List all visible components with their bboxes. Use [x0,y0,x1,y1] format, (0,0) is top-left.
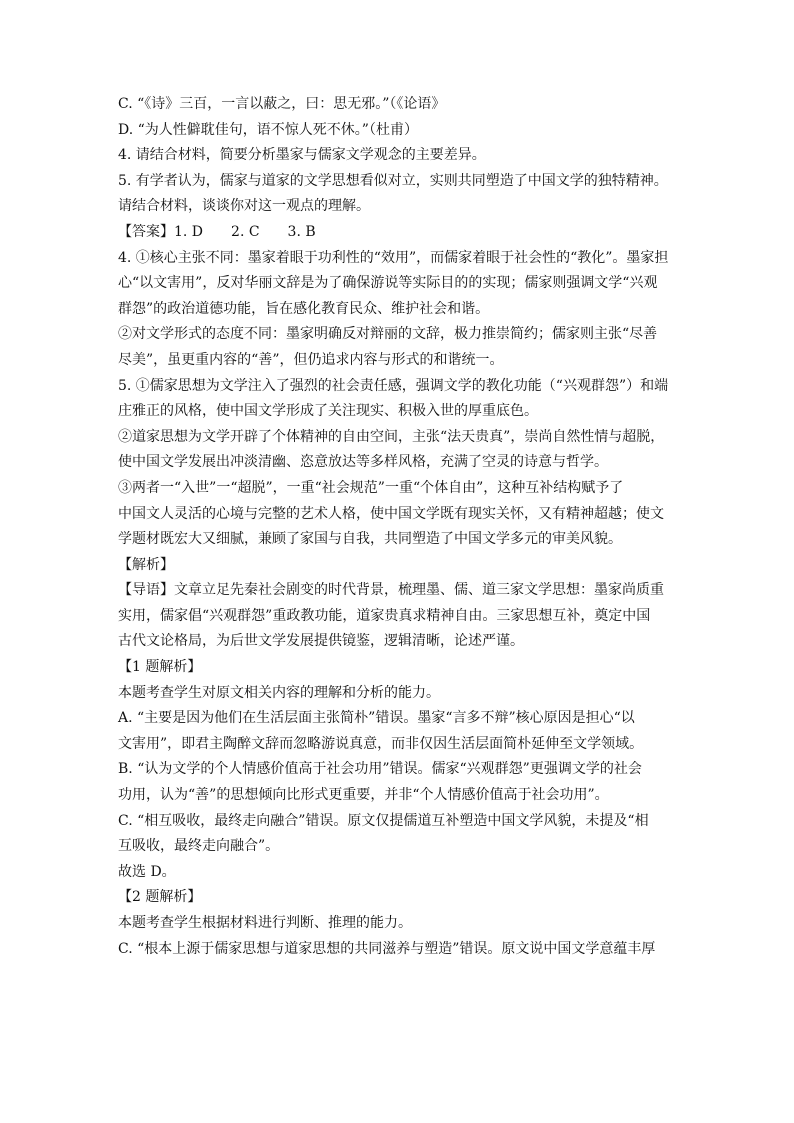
text-line: 故选 D。 [118,863,176,880]
text-line: 使中国文学发展出冲淡清幽、恣意放达等多样风格，充满了空灵的诗意与哲学。 [118,454,608,471]
text-line: 请结合材料，谈谈你对这一观点的理解。 [118,198,370,215]
text-line: C. “根本上源于儒家思想与道家思想的共同滋养与塑造”错误。原文说中国文学意蕴丰厚 [118,940,656,957]
text-line: ②对文学形式的态度不同：墨家明确反对辩丽的文辞，极力推崇简约；儒家则主张“尽善 [118,326,658,343]
text-line: 群怨”的政治道德功能，旨在感化教育民众、维护社会和谐。 [118,300,490,317]
text-line: 【答案】1. D 2. C 3. B [118,223,316,240]
text-line: 【1 题解析】 [118,659,202,676]
text-line: 本题考查学生根据材料进行判断、推理的能力。 [118,915,412,931]
text-line: B. “认为文学的个人情感价值高于社会功用”错误。儒家“兴观群怨”更强调文学的社会 [118,761,642,778]
document-body [118,92,678,962]
text-line: 尽美”，虽更重内容的“善”，但仍追求内容与形式的和谐统一。 [118,351,504,368]
text-line: A. “主要是因为他们在生活层面主张简朴”错误。墨家“言多不辩”核心原因是担心“以 [118,710,635,727]
text-line: 4. ①核心主张不同：墨家着眼于功利性的“效用”，而儒家着眼于社会性的“教化”。墨家担 [118,249,669,266]
text-line: 5. 有学者认为，儒家与道家的文学思想看似对立，实则共同塑造了中国文学的独特精神。 [118,172,668,189]
text-line: 中国文人灵活的心境与完整的艺术人格，使中国文学既有现实关怀，又有精神超越；使文 [118,505,664,522]
text-line: 互吸收，最终走向融合”。 [118,838,280,855]
text-line: 【解析】 [118,556,174,573]
text-line: 本题考查学生对原文相关内容的理解和分析的能力。 [118,684,440,701]
text-line: 5. ①儒家思想为文学注入了强烈的社会责任感，强调文学的教化功能（“兴观群怨”）和端 [118,377,669,394]
text-line: D. “为人性僻耽佳句，语不惊人死不休。”（杜甫） [118,121,418,138]
text-line: ③两者一“入世”一“超脱”，一重“社会规范”一重“个体自由”，这种互补结构赋予了 [118,479,624,496]
text-line: ②道家思想为文学开辟了个体精神的自由空间，主张“法天贵真”，崇尚自然性情与超脱， [118,428,665,445]
text-line: 学题材既宏大又细腻，兼顾了家国与自我，共同塑造了中国文学多元的审美风貌。 [118,531,622,548]
text-line: 庄雅正的风格，使中国文学形成了关注现实、积极入世的厚重底色。 [118,403,538,420]
text-line: 【2 题解析】 [118,889,202,906]
text-line: C. “相互吸收，最终走向融合”错误。原文仅提儒道互补塑造中国文学风貌，未提及“相 [118,812,649,829]
text-line: 【导语】文章立足先秦社会剧变的时代背景，梳理墨、儒、道三家文学思想：墨家尚质重 [118,582,664,599]
text-line: 心“以文害用”，反对华丽文辞是为了确保游说等实际目的的实现；儒家则强调文学“兴观 [118,275,658,292]
text-line: 功用，认为“善”的思想倾向比形式更重要，并非“个人情感价值高于社会功用”。 [118,787,609,804]
text-line: 文害用”，即君主陶醉文辞而忽略游说真意，而非仅因生活层面简朴延伸至文学领域。 [118,735,644,752]
text-line: 4. 请结合材料，简要分析墨家与儒家文学观念的主要差异。 [118,147,486,164]
text-line: 古代文论格局，为后世文学发展提供镜鉴，逻辑清晰，论述严谨。 [118,633,524,650]
text-line: C. “《诗》三百，一言以蔽之，曰：思无邪。”（《论语》 [118,96,446,112]
text-line: 实用，儒家倡“兴观群怨”重政教功能，道家贵真求精神自由。三家思想互补，奠定中国 [118,607,651,624]
